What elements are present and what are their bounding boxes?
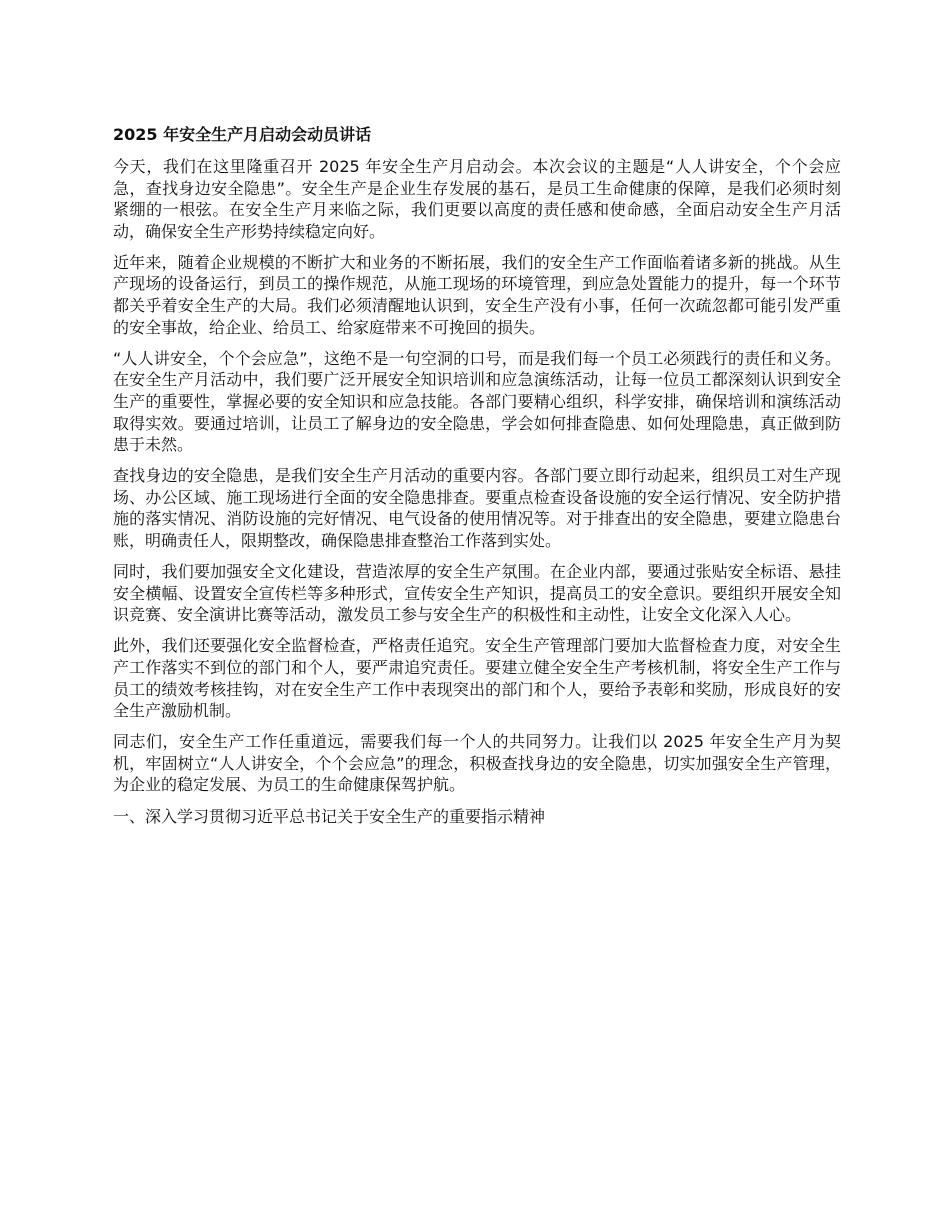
paragraph-2: 近年来，随着企业规模的不断扩大和业务的不断拓展，我们的安全生产工作面临着诸多新的挑战。从生产现场的设备运行，到员工的操作规范，从施工现场的环境管理，到应急处置能力的提升，每一个环节都关乎着安全生产的大局。我们必须清醒地认识到，安全生产没有小事，任何一次疏忽都可能引发严重的安全事故，给企业、给员工、给家庭带来不可挽回的损失。 bbox=[113, 252, 841, 337]
paragraph-5: 同时，我们要加强安全文化建设，营造浓厚的安全生产氛围。在企业内部，要通过张贴安全标语、悬挂安全横幅、设置安全宣传栏等多种形式，宣传安全生产知识，提高员工的安全意识。要组织开展安全知识竞赛、安全演讲比赛等活动，激发员工参与安全生产的积极性和主动性，让安全文化深入人心。 bbox=[113, 562, 841, 625]
paragraph-3: “人人讲安全，个个会应急”，这绝不是一句空洞的口号，而是我们每一个员工必须践行的责任和义务。在安全生产月活动中，我们要广泛开展安全知识培训和应急演练活动，让每一位员工都深刻认识到安全生产的重要性，掌握必要的安全知识和应急技能。各部门要精心组织，科学安排，确保培训和演练活动取得实效。要通过培训，让员工了解身边的安全隐患，学会如何排查隐患、如何处理隐患，真正做到防患于未然。 bbox=[113, 348, 841, 455]
paragraph-1: 今天，我们在这里隆重召开 2025 年安全生产月启动会。本次会议的主题是“人人讲安全，个个会应急，查找身边安全隐患”。安全生产是企业生存发展的基石，是员工生命健康的保障，是我们必须时刻紧绷的一根弦。在安全生产月来临之际，我们更要以高度的责任感和使命感，全面启动安全生产月活动，确保安全生产形势持续稳定向好。 bbox=[113, 157, 841, 241]
document-page bbox=[113, 124, 841, 828]
paragraph-7: 同志们，安全生产工作任重道远，需要我们每一个人的共同努力。让我们以 2025 年安全生产月为契机，牢固树立“人人讲安全，个个会应急”的理念，积极查找身边的安全隐患，切实加强安全生产管理，为企业的稳定发展、为员工的生命健康保驾护航。 bbox=[113, 732, 841, 795]
paragraph-6: 此外，我们还要强化安全监督检查，严格责任追究。安全生产管理部门要加大监督检查力度，对安全生产工作落实不到位的部门和个人，要严肃追究责任。要建立健全安全生产考核机制，将安全生产工作与员工的绩效考核挂钩，对在安全生产工作中表现突出的部门和个人，要给予表彰和奖励，形成良好的安全生产激励机制。 bbox=[113, 636, 841, 721]
document-title: 2025 年安全生产月启动会动员讲话 bbox=[113, 125, 372, 144]
paragraph-4: 查找身边的安全隐患，是我们安全生产月活动的重要内容。各部门要立即行动起来，组织员工对生产现场、办公区域、施工现场进行全面的安全隐患排查。要重点检查设备设施的安全运行情况、安全防护措施的落实情况、消防设施的完好情况、电气设备的使用情况等。对于排查出的安全隐患，要建立隐患台账，明确责任人，限期整改，确保隐患排查整治工作落到实处。 bbox=[113, 466, 841, 550]
section-heading: 一、深入学习贯彻习近平总书记关于安全生产的重要指示精神 bbox=[113, 806, 546, 826]
